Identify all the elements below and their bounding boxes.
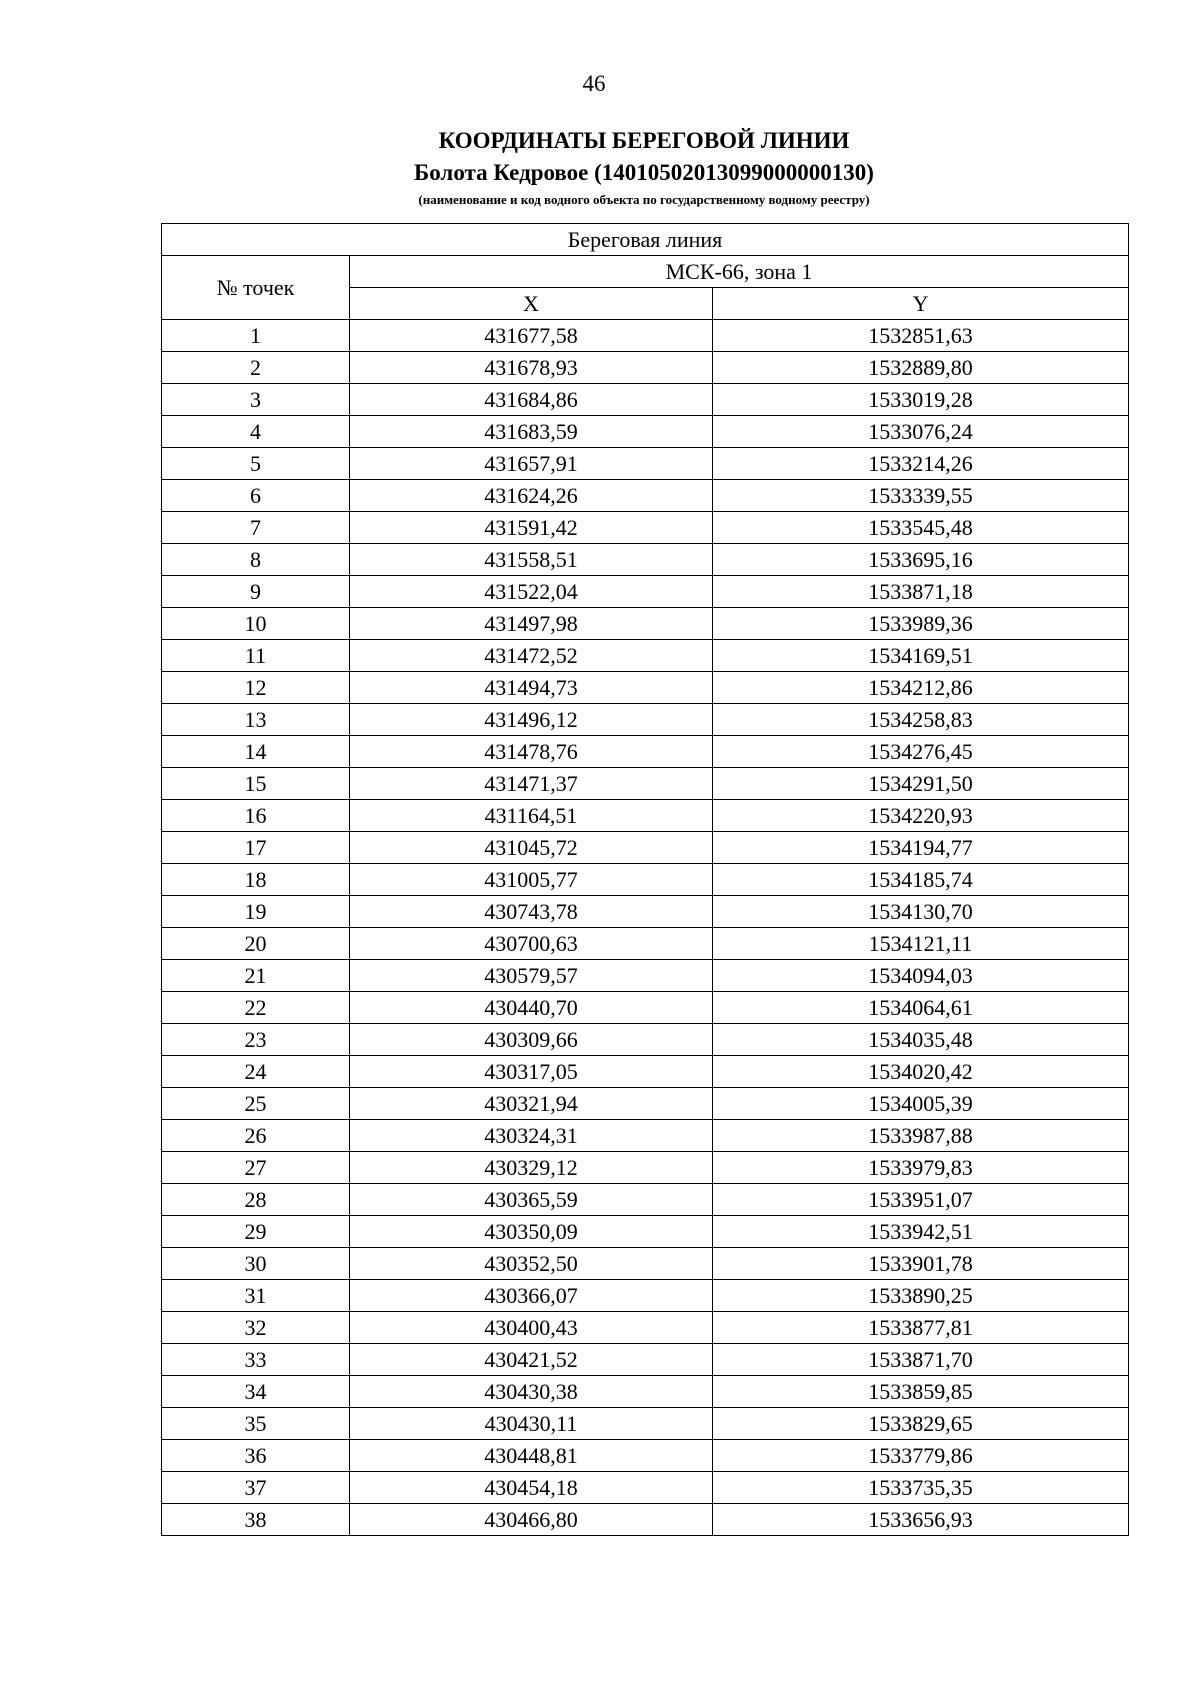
y-coordinate-cell: 1533890,25 (713, 1280, 1129, 1312)
point-number-cell: 6 (162, 480, 350, 512)
document-title: КООРДИНАТЫ БЕРЕГОВОЙ ЛИНИИ (438, 128, 850, 153)
y-coordinate-cell: 1534276,45 (713, 736, 1129, 768)
table-row (162, 1024, 1129, 1056)
point-number-cell: 13 (162, 704, 350, 736)
point-number-cell: 3 (162, 384, 350, 416)
x-coordinate-cell: 431558,51 (350, 544, 713, 576)
table-row (162, 1120, 1129, 1152)
coordinates-table (161, 223, 1129, 1536)
x-coordinate-cell: 430324,31 (350, 1120, 713, 1152)
point-number-cell: 15 (162, 768, 350, 800)
x-coordinate-cell: 431472,52 (350, 640, 713, 672)
point-number-cell: 26 (162, 1120, 350, 1152)
table-row (162, 608, 1129, 640)
point-number-cell: 9 (162, 576, 350, 608)
point-number-cell: 19 (162, 896, 350, 928)
section-header: Береговая линия (162, 224, 1129, 256)
y-coordinate-cell: 1532889,80 (713, 352, 1129, 384)
table-header-row (162, 256, 1129, 288)
point-number-cell: 25 (162, 1088, 350, 1120)
table-row (162, 1504, 1129, 1536)
x-coordinate-cell: 430430,38 (350, 1376, 713, 1408)
x-coordinate-cell: 431164,51 (350, 800, 713, 832)
table-row (162, 1280, 1129, 1312)
x-coordinate-cell: 430579,57 (350, 960, 713, 992)
table-row (162, 416, 1129, 448)
point-number-cell: 20 (162, 928, 350, 960)
table-row (162, 800, 1129, 832)
point-number-cell: 24 (162, 1056, 350, 1088)
x-coordinate-cell: 430743,78 (350, 896, 713, 928)
table-row (162, 352, 1129, 384)
y-coordinate-cell: 1533859,85 (713, 1376, 1129, 1408)
table-row (162, 1472, 1129, 1504)
table-row (162, 1248, 1129, 1280)
y-coordinate-cell: 1533951,07 (713, 1184, 1129, 1216)
table-row (162, 1056, 1129, 1088)
y-coordinate-cell: 1534212,86 (713, 672, 1129, 704)
table-row (162, 1152, 1129, 1184)
point-number-cell: 17 (162, 832, 350, 864)
point-number-cell: 32 (162, 1312, 350, 1344)
table-body (162, 320, 1129, 1536)
table-row (162, 704, 1129, 736)
point-number-cell: 31 (162, 1280, 350, 1312)
x-coordinate-cell: 431045,72 (350, 832, 713, 864)
coordinate-system-header: МСК-66, зона 1 (350, 256, 1129, 288)
table-row (162, 832, 1129, 864)
table-row (162, 1184, 1129, 1216)
x-coordinate-cell: 430700,63 (350, 928, 713, 960)
y-coordinate-cell: 1534094,03 (713, 960, 1129, 992)
x-coordinate-cell: 431624,26 (350, 480, 713, 512)
point-number-cell: 23 (162, 1024, 350, 1056)
y-coordinate-cell: 1534130,70 (713, 896, 1129, 928)
table-row (162, 1440, 1129, 1472)
point-number-cell: 37 (162, 1472, 350, 1504)
document-caption: (наименование и код водного объекта по государственному водному реестру) (418, 192, 870, 207)
x-coordinate-cell: 430329,12 (350, 1152, 713, 1184)
y-coordinate-cell: 1534121,11 (713, 928, 1129, 960)
table-row (162, 1216, 1129, 1248)
y-coordinate-cell: 1534169,51 (713, 640, 1129, 672)
x-coordinate-cell: 431005,77 (350, 864, 713, 896)
point-number-cell: 2 (162, 352, 350, 384)
y-coordinate-cell: 1533871,18 (713, 576, 1129, 608)
x-coordinate-cell: 430440,70 (350, 992, 713, 1024)
point-number-cell: 14 (162, 736, 350, 768)
y-coordinate-cell: 1533656,93 (713, 1504, 1129, 1536)
table-row (162, 384, 1129, 416)
point-number-cell: 10 (162, 608, 350, 640)
y-coordinate-cell: 1534020,42 (713, 1056, 1129, 1088)
x-coordinate-cell: 430400,43 (350, 1312, 713, 1344)
point-number-cell: 28 (162, 1184, 350, 1216)
table-row (162, 1344, 1129, 1376)
point-number-cell: 11 (162, 640, 350, 672)
y-coordinate-cell: 1534220,93 (713, 800, 1129, 832)
x-coordinate-cell: 430350,09 (350, 1216, 713, 1248)
y-coordinate-cell: 1533339,55 (713, 480, 1129, 512)
y-coordinate-cell: 1533779,86 (713, 1440, 1129, 1472)
y-coordinate-cell: 1534258,83 (713, 704, 1129, 736)
y-coordinate-cell: 1534035,48 (713, 1024, 1129, 1056)
y-coordinate-cell: 1532851,63 (713, 320, 1129, 352)
point-number-cell: 8 (162, 544, 350, 576)
table-row (162, 768, 1129, 800)
x-coordinate-cell: 431497,98 (350, 608, 713, 640)
table-row (162, 1376, 1129, 1408)
y-coordinate-cell: 1533076,24 (713, 416, 1129, 448)
x-coordinate-cell: 431522,04 (350, 576, 713, 608)
point-number-cell: 7 (162, 512, 350, 544)
table-row (162, 928, 1129, 960)
x-coordinate-cell: 431471,37 (350, 768, 713, 800)
point-number-cell: 22 (162, 992, 350, 1024)
table-row (162, 896, 1129, 928)
table-row (162, 512, 1129, 544)
x-coordinate-cell: 431677,58 (350, 320, 713, 352)
point-number-cell: 38 (162, 1504, 350, 1536)
y-coordinate-cell: 1533901,78 (713, 1248, 1129, 1280)
y-coordinate-cell: 1533829,65 (713, 1408, 1129, 1440)
y-coordinate-cell: 1533214,26 (713, 448, 1129, 480)
table-row (162, 1312, 1129, 1344)
x-coordinate-cell: 431678,93 (350, 352, 713, 384)
page-number: 46 (582, 71, 606, 96)
document-subtitle: Болота Кедровое (14010502013099000000130) (414, 160, 874, 185)
table-section-header-row (162, 224, 1129, 256)
point-number-cell: 35 (162, 1408, 350, 1440)
y-coordinate-cell: 1534291,50 (713, 768, 1129, 800)
point-number-cell: 30 (162, 1248, 350, 1280)
y-coordinate-cell: 1533989,36 (713, 608, 1129, 640)
x-coordinate-cell: 431496,12 (350, 704, 713, 736)
x-coordinate-cell: 430430,11 (350, 1408, 713, 1440)
point-number-cell: 16 (162, 800, 350, 832)
point-number-cell: 5 (162, 448, 350, 480)
y-coordinate-cell: 1533987,88 (713, 1120, 1129, 1152)
y-coordinate-cell: 1534185,74 (713, 864, 1129, 896)
x-coordinate-cell: 431478,76 (350, 736, 713, 768)
y-coordinate-cell: 1533735,35 (713, 1472, 1129, 1504)
x-coordinate-cell: 430365,59 (350, 1184, 713, 1216)
point-number-cell: 27 (162, 1152, 350, 1184)
table-row (162, 448, 1129, 480)
x-coordinate-cell: 431657,91 (350, 448, 713, 480)
y-coordinate-cell: 1533695,16 (713, 544, 1129, 576)
x-coordinate-cell: 430321,94 (350, 1088, 713, 1120)
x-column-header: X (350, 288, 713, 320)
x-coordinate-cell: 430454,18 (350, 1472, 713, 1504)
table-row (162, 640, 1129, 672)
table-row (162, 1088, 1129, 1120)
x-coordinate-cell: 430466,80 (350, 1504, 713, 1536)
y-coordinate-cell: 1533019,28 (713, 384, 1129, 416)
point-number-cell: 36 (162, 1440, 350, 1472)
x-coordinate-cell: 430352,50 (350, 1248, 713, 1280)
point-number-cell: 34 (162, 1376, 350, 1408)
table-row (162, 736, 1129, 768)
table-row (162, 1408, 1129, 1440)
table-row (162, 864, 1129, 896)
x-coordinate-cell: 431591,42 (350, 512, 713, 544)
y-coordinate-cell: 1534064,61 (713, 992, 1129, 1024)
point-number-cell: 18 (162, 864, 350, 896)
point-number-cell: 1 (162, 320, 350, 352)
table-row (162, 544, 1129, 576)
x-coordinate-cell: 430309,66 (350, 1024, 713, 1056)
x-coordinate-cell: 431684,86 (350, 384, 713, 416)
x-coordinate-cell: 430421,52 (350, 1344, 713, 1376)
table-row (162, 672, 1129, 704)
y-coordinate-cell: 1533871,70 (713, 1344, 1129, 1376)
point-number-cell: 4 (162, 416, 350, 448)
y-coordinate-cell: 1533979,83 (713, 1152, 1129, 1184)
y-column-header: Y (713, 288, 1129, 320)
points-column-header: № точек (162, 256, 350, 320)
x-coordinate-cell: 431494,73 (350, 672, 713, 704)
point-number-cell: 29 (162, 1216, 350, 1248)
table-row (162, 576, 1129, 608)
table-row (162, 992, 1129, 1024)
y-coordinate-cell: 1534194,77 (713, 832, 1129, 864)
x-coordinate-cell: 430448,81 (350, 1440, 713, 1472)
point-number-cell: 33 (162, 1344, 350, 1376)
table-row (162, 320, 1129, 352)
y-coordinate-cell: 1534005,39 (713, 1088, 1129, 1120)
y-coordinate-cell: 1533545,48 (713, 512, 1129, 544)
y-coordinate-cell: 1533877,81 (713, 1312, 1129, 1344)
point-number-cell: 12 (162, 672, 350, 704)
table-row (162, 960, 1129, 992)
table-row (162, 480, 1129, 512)
point-number-cell: 21 (162, 960, 350, 992)
x-coordinate-cell: 430366,07 (350, 1280, 713, 1312)
x-coordinate-cell: 431683,59 (350, 416, 713, 448)
y-coordinate-cell: 1533942,51 (713, 1216, 1129, 1248)
x-coordinate-cell: 430317,05 (350, 1056, 713, 1088)
